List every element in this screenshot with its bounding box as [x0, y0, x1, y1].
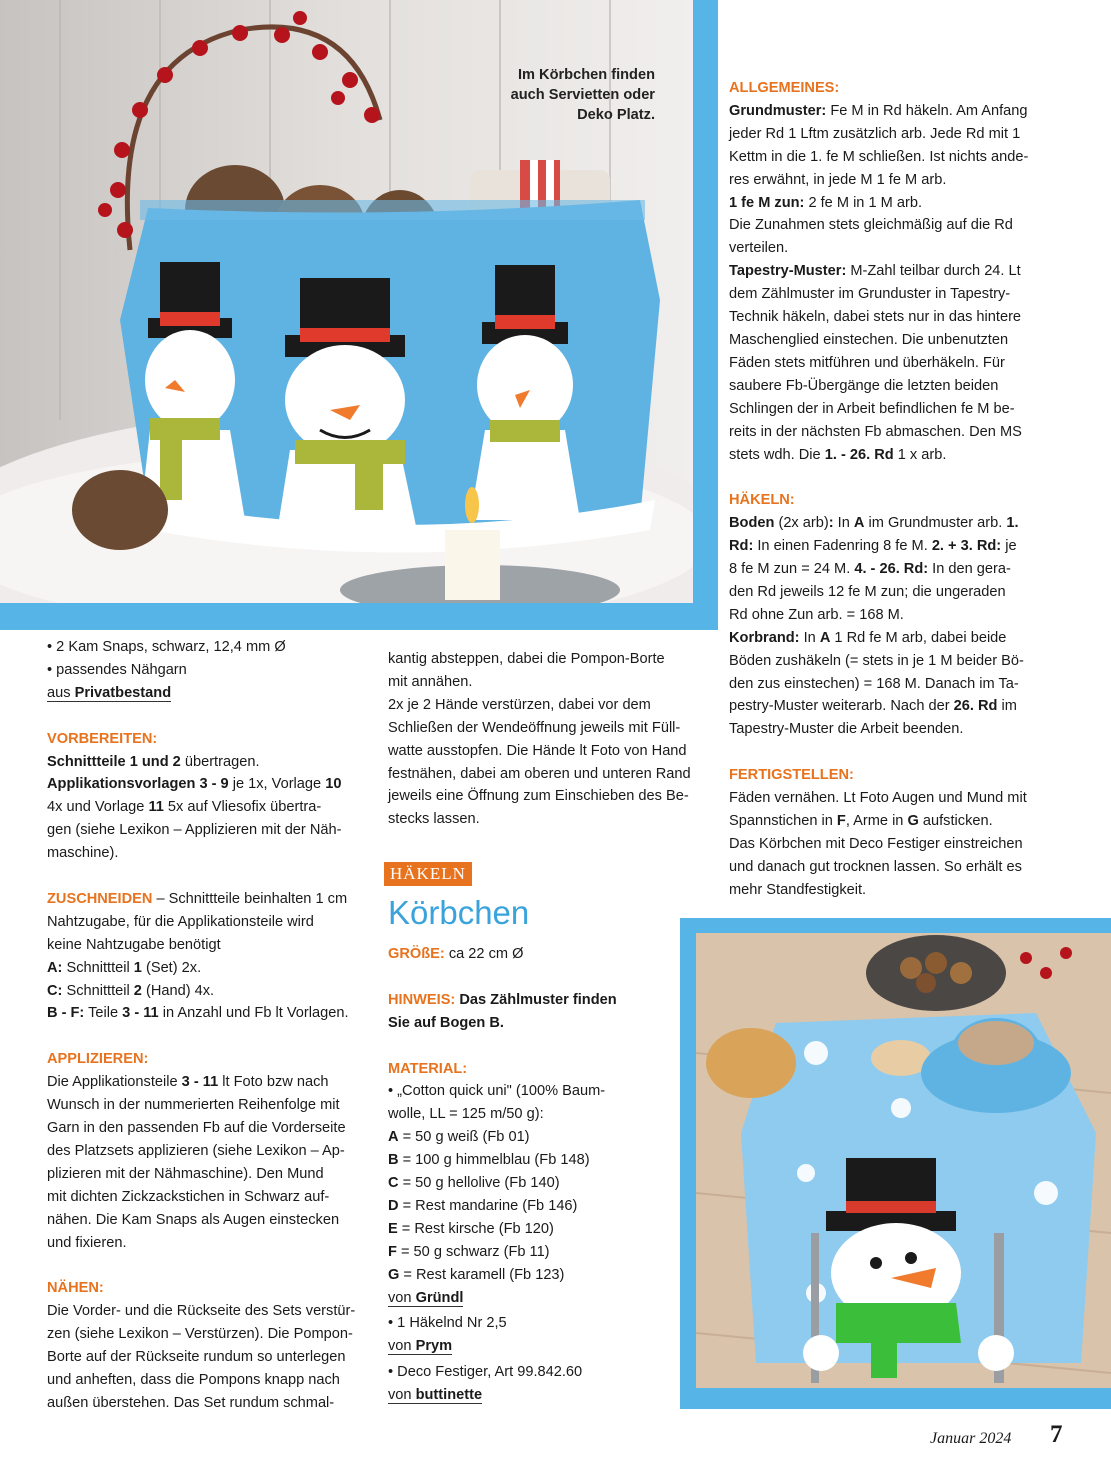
- section-heading-naehen: NÄHEN:: [47, 1280, 104, 1297]
- right-column: ALLGEMEINES: Grundmuster: Fe M in Rd häkeln. Am Anfang jeder Rd 1 Lftm zusätzlich arb. Jede Rd mit 1 Kettm in die 1. fe M schließen. Ist nichts ande- res erwähnt, in jede M 1 fe M arb. 1 fe M zun: 2 fe M in 1 M arb. Die Zunahmen stets gleichmäßig auf die Rd verteilen. Tapestry-Muster: M-Zahl teilbar durch 24. Lt dem Zählmuster im Grunduster in Tapestry- Technik häkeln, dabei stets nur in das hintere Maschenglied einstechen. Die unbenutzten Fäden stets mitführen und überhäkeln. Für saubere Fb-Übergänge die letzten beiden Schlingen der in Arbeit befindlichen fe M be- reits in der nächsten Fb abmaschen. Den MS stets wdh. Die 1. - 26. Rd 1 x arb. HÄKELN: Boden (2x arb): In A im Grundmuster arb. 1. Rd: In einen Fadenring 8 fe M. 2. + 3. Rd: je 8 fe M zun = 24 M. 4. - 26. Rd: In den gera- den Rd jeweils 12 fe M zun; die ungeraden Rd ohne Zun arb. = 168 M. Korbrand: In A 1 Rd fe M arb, dabei beide Böden zushäkeln (= stets in je 1 M beider Bö- den zus einstechen) = 168 M. Danach im Ta- pestry-Muster weiterarb. Nach der 26. Rd im Tapestry-Muster die Arbeit beenden. FERTIGSTELLEN: Fäden vernähen. Lt Foto Augen und Mund mit Spannstichen in F, Arme in G aufsticken. Das Körbchen mit Deco Festiger einstreichen und danach gut trocknen lassen. So erhält es mehr Standfestigkeit.: [729, 77, 1049, 902]
- section-heading-applizieren: APPLIZIEREN:: [47, 1051, 149, 1068]
- yarn-item: D = Rest mandarine (Fb 146): [388, 1197, 578, 1214]
- yarn-item: C = 50 g hellolive (Fb 140): [388, 1175, 560, 1192]
- placemat-photo: [696, 933, 1111, 1388]
- left-column: • 2 Kam Snaps, schwarz, 12,4 mm Ø • passendes Nähgarn aus Privatbestand VORBEREITEN: Schnittteile 1 und 2 übertragen. Applikationsvorlagen 3 - 9 je 1x, Vorlage 10 4x und Vorlage 11 5x auf Vliesofix übertra- gen (siehe Lexikon – Applizieren mit der Näh- maschine). ZUSCHNEIDEN – Schnittteile beinhalten 1 cm Nahtzugabe, für die Applikationsteile wird keine Nahtzugabe benötigt A: Schnittteil 1 (Set) 2x. C: Schnittteil 2 (Hand) 4x. B - F: Teile 3 - 11 in Anzahl und Fb lt Vorlagen. APPLIZIEREN: Die Applikationsteile 3 - 11 lt Foto bzw nach Wunsch in der nummerierten Reihenfolge mit Garn in den passenden Fb auf die Vorderseite des Platzsets applizieren (siehe Lexikon – Ap- plizieren mit der Nähmaschine). Den Mund mit dichten Zickzackstichen in Schwarz auf- nähen. Die Kam Snaps als Augen einstecken und fixieren. NÄHEN: Die Vorder- und die Rückseite des Sets verstür- zen (siehe Lexikon – Verstürzen). Die Pompon- Borte auf der Rückseite rundum so unterlegen und anheften, dass die Pompons knapp nach außen überstehen. Das Set rundum schmal-: [47, 636, 367, 1415]
- section-heading-haekeln: HÄKELN:: [729, 492, 795, 509]
- section-heading-fertigstellen: FERTIGSTELLEN:: [729, 767, 854, 784]
- middle-column: kantig absteppen, dabei die Pompon-Borte mit annähen. 2x je 2 Hände verstürzen, dabei vor dem Schließen der Wendeöffnung jeweils mit Füll- watte ausstopfen. Die Hände lt Foto von Hand festnähen, dabei am oberen und unteren Rand jeweils eine Öffnung zum Einschieben des Be- stecks lassen.: [388, 651, 691, 828]
- section-heading-material: MATERIAL:: [388, 1060, 468, 1077]
- yarn-item: F = 50 g schwarz (Fb 11): [388, 1243, 550, 1260]
- project-title: Körbchen: [388, 894, 530, 931]
- middle-column-details: GRÖßE: ca 22 cm Ø HINWEIS: Das Zählmuster finden Sie auf Bogen B. MATERIAL: • „Cotton quick uni" (100% Baum- wolle, LL = 125 m/50 g): A = 50 g weiß (Fb 01) B = 100 g himmelblau (Fb 148) C = 50 g hellolive (Fb 140) D = Rest mandarine (Fb 146) E = Rest kirsche (Fb 120) F = 50 g schwarz (Fb 11) G = Rest karamell (Fb 123) von Gründl • 1 Häkelnd Nr 2,5 von Prym • Deco Festiger, Art 99.842.60 von buttinette: [388, 943, 708, 1407]
- page-number: 7: [1050, 1421, 1063, 1448]
- yarn-item: B = 100 g himmelblau (Fb 148): [388, 1152, 590, 1169]
- section-heading-allgemeines: ALLGEMEINES:: [729, 80, 840, 96]
- category-tag-wrap: [384, 862, 472, 886]
- yarn-item: E = Rest kirsche (Fb 120): [388, 1220, 554, 1237]
- material-bullet: • 2 Kam Snaps, schwarz, 12,4 mm Ø: [47, 639, 286, 655]
- source-line: aus Privatbestand: [47, 684, 172, 701]
- photo-caption: Im Körbchen finden auch Servietten oder Deko Platz.: [510, 67, 655, 123]
- yarn-item: G = Rest karamell (Fb 123): [388, 1266, 565, 1283]
- yarn-item: A = 50 g weiß (Fb 01): [388, 1129, 530, 1146]
- category-tag: HÄKELN: [384, 862, 472, 886]
- issue-date: Januar 2024: [930, 1430, 1012, 1447]
- section-heading-zuschneiden: ZUSCHNEIDEN: [47, 890, 153, 907]
- section-heading-vorbereiten: VORBEREITEN:: [47, 730, 158, 747]
- material-bullet: • passendes Nähgarn: [47, 661, 187, 678]
